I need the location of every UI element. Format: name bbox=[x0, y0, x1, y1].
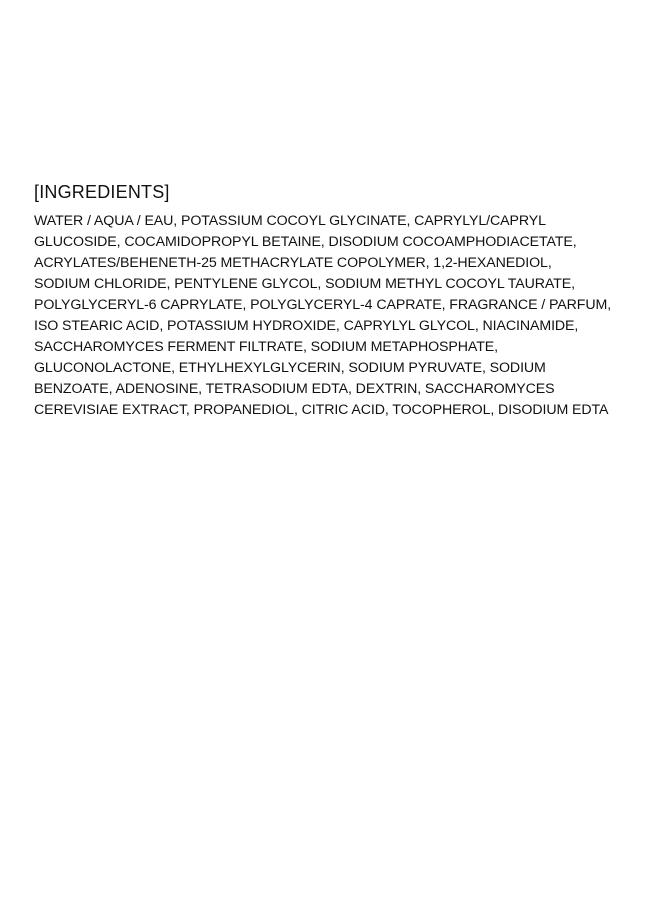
ingredients-heading: [INGREDIENTS] bbox=[34, 182, 170, 202]
ingredients-section bbox=[34, 180, 634, 421]
ingredients-line: CEREVISIAE EXTRACT, PROPANEDIOL, CITRIC ACID, TOCOPHEROL, DISODIUM EDTA bbox=[34, 402, 609, 418]
ingredients-line: BENZOATE, ADENOSINE, TETRASODIUM EDTA, DEXTRIN, SACCHAROMYCES bbox=[34, 381, 555, 397]
ingredients-line: ISO STEARIC ACID, POTASSIUM HYDROXIDE, CAPRYLYL GLYCOL, NIACINAMIDE, bbox=[34, 318, 579, 334]
ingredients-list bbox=[34, 211, 634, 421]
ingredients-line: SODIUM CHLORIDE, PENTYLENE GLYCOL, SODIUM METHYL COCOYL TAURATE, bbox=[34, 276, 575, 292]
ingredients-line: SACCHAROMYCES FERMENT FILTRATE, SODIUM METAPHOSPHATE, bbox=[34, 339, 498, 355]
ingredients-line: WATER / AQUA / EAU, POTASSIUM COCOYL GLYCINATE, CAPRYLYL/CAPRYL bbox=[34, 213, 546, 229]
ingredients-line: GLUCONOLACTONE, ETHYLHEXYLGLYCERIN, SODIUM PYRUVATE, SODIUM bbox=[34, 360, 546, 376]
ingredients-line: ACRYLATES/BEHENETH-25 METHACRYLATE COPOLYMER, 1,2-HEXANEDIOL, bbox=[34, 255, 552, 271]
ingredients-line: GLUCOSIDE, COCAMIDOPROPYL BETAINE, DISODIUM COCOAMPHODIACETATE, bbox=[34, 234, 577, 250]
ingredients-line: POLYGLYCERYL-6 CAPRYLATE, POLYGLYCERYL-4 CAPRATE, FRAGRANCE / PARFUM, bbox=[34, 297, 612, 313]
